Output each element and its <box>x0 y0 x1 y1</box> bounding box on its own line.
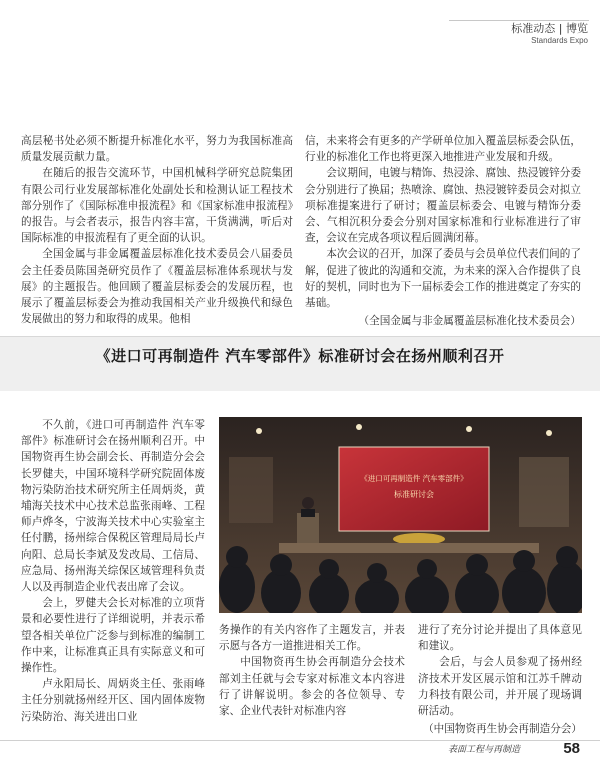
article-source: （全国金属与非金属覆盖层标准化技术委员会） <box>358 315 581 328</box>
podium <box>297 513 319 547</box>
article-headline: 《进口可再制造件 汽车零部件》标准研讨会在扬州顺利召开 <box>95 347 505 365</box>
head-table <box>279 543 539 553</box>
section-title-cn: 标准动态 | 博览 <box>511 22 588 35</box>
section-header <box>448 22 588 46</box>
paragraph: 在随后的报告交流环节，中国机械科学研究总院集团有限公司行业发展部标准化处副处长和检测认证工程技术部分别作了《国际标准申报流程》和《国家标准申报流程》的报告。与会者表示，报告内容丰富，干货满满，听后对国际标准的申报流程有了更全面的认识。 <box>21 167 293 245</box>
footer-rule <box>0 740 600 741</box>
lower-right-column <box>418 622 582 737</box>
headline-band-rule <box>0 336 600 337</box>
paragraph: 会议期间，电镀与精饰、热浸涂、腐蚀、热浸镀锌分委会分别进行了换届；热喷涂、腐蚀、热浸镀锌委员会对拟立项标准提案进行了研讨；覆盖层标委会、电镀与精饰分委会、气相沉积分委会分别对国家标准和行业标准进行了审查，会议在完成各项议程后圆满闭幕。 <box>305 167 581 245</box>
speaker-body <box>301 509 315 517</box>
ceiling-light <box>356 424 362 430</box>
side-window <box>229 457 273 523</box>
projection-screen <box>339 447 489 531</box>
paragraph: 会后，与会人员参观了扬州经济技术开发区展示馆和江苏千牌动力科技有限公司，并开展了现场调研活动。 <box>418 656 582 718</box>
paragraph: 本次会议的召开，加深了委员与会员单位代表们间的了解，促进了彼此的沟通和交流，为未来的深入合作提供了良好的契机，同时也为下一届标委会工作的推进奠定了夯实的基础。 <box>305 248 581 310</box>
ceiling-light <box>466 426 472 432</box>
paragraph: 中国物资再生协会再制造分会技术部刘主任就与会专家对标准文本内容进行了讲解说明。参会的各位领导、专家、企业代表针对标准内容 <box>219 656 405 718</box>
page-number: 58 <box>563 740 580 757</box>
paragraph: 全国金属与非金属覆盖层标准化技术委员会八届委员会主任委员陈国尧研究员作了《覆盖层标准体系现状与发展》的主题报告。他回顾了覆盖层标委会的发展历程，也展示了覆盖层标委会为推动我国相关产业升级换代和绿色发展做出的努力和取得的成果。他相 <box>21 248 293 326</box>
paragraph: 信，未来将会有更多的产学研单位加入覆盖层标委会队伍，行业的标准化工作也将更深入地推进产业发展和升级。 <box>305 135 581 164</box>
header-rule <box>449 20 589 21</box>
top-left-column <box>21 133 293 327</box>
paragraph: 进行了充分讨论并提出了具体意见和建议。 <box>418 624 582 653</box>
side-window <box>519 457 569 527</box>
top-right-column <box>305 133 581 329</box>
section-title-en: Standards Expo <box>531 36 588 45</box>
meeting-photo-illustration <box>219 417 582 613</box>
speaker-head <box>302 497 314 509</box>
screen-title-line2: 标准研讨会 <box>394 490 434 499</box>
journal-name: 表面工程与再制造 <box>447 745 520 755</box>
paragraph: 务操作的有关内容作了主题发言，并表示愿与各方一道推进相关工作。 <box>219 624 405 653</box>
paragraph: 会上，罗健夫会长对标准的立项背景和必要性进行了详细说明，并表示希望各相关单位广泛参与到标准的编制工作中来，让标准真正具有实际意义和可操作性。 <box>21 597 205 675</box>
lower-left-column <box>21 417 205 725</box>
paragraph: 高层秘书处必须不断提升标准化水平，努力为我国标准高质量发展贡献力量。 <box>21 135 293 164</box>
ceiling-light <box>546 430 552 436</box>
ceiling-light <box>256 428 262 434</box>
paragraph: 不久前，《进口可再制造件 汽车零部件》标准研讨会在扬州顺利召开。中国物资再生协会副会长、再制造分会会长罗健夫，中国环境科学研究院固体废物污染防治技术研究所主任周炳炎，黄埔海关技术中心技术总监张雨峰、工程师卢烨冬，宁波海关技术中心实验室主任付鹏，扬州综合保税区管理局局长卢向阳、总局长李斌及发改局、工信局、应急局、扬州海关综保区域管理科负责人以及再制造企业代表出席了会议。 <box>21 419 205 594</box>
paragraph: 卢永阳局长、周炳炎主任、张雨峰主任分别就扬州经开区、国内固体废物污染防治、海关进出口业 <box>21 678 205 723</box>
lower-middle-column <box>219 622 405 719</box>
article-source: （中国物资再生协会再制造分会） <box>423 723 582 736</box>
meeting-photo <box>219 417 582 613</box>
screen-title-line1: 《进口可再制造件 汽车零部件》 <box>360 474 468 483</box>
